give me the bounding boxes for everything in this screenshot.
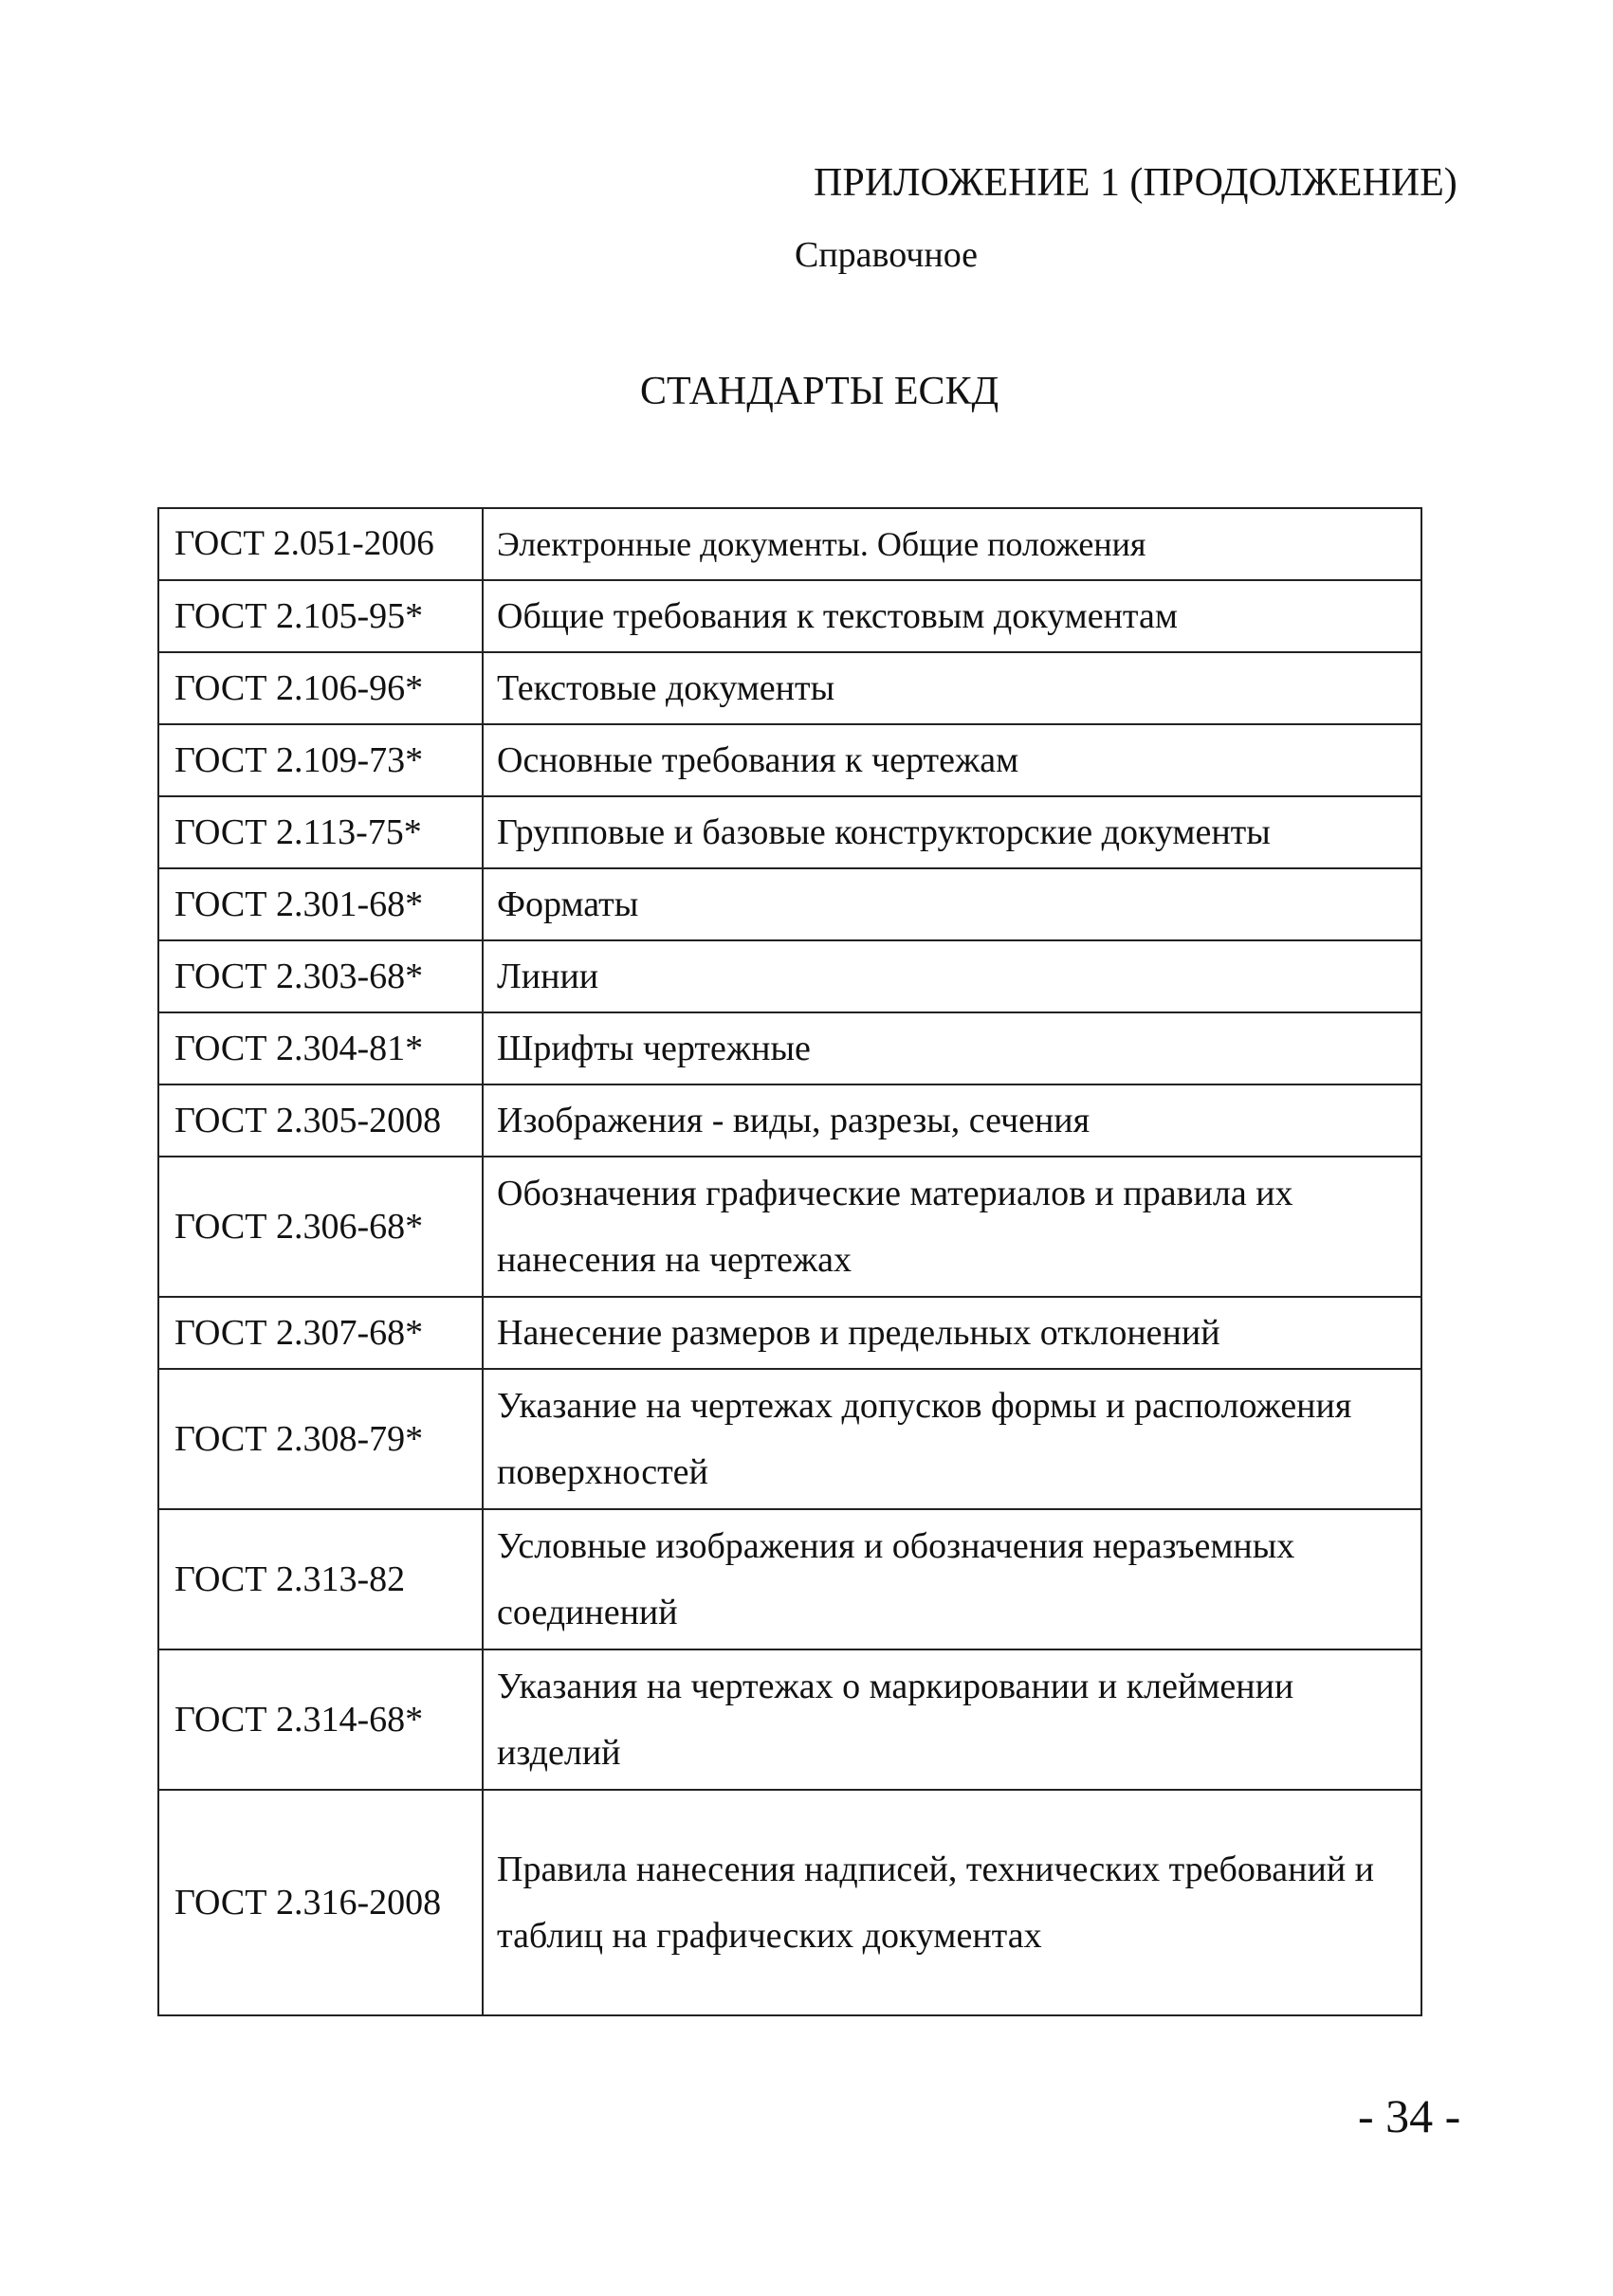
standard-code: ГОСТ 2.303-68* [158, 940, 483, 1012]
standard-description: Нанесение размеров и предельных отклонений [483, 1297, 1421, 1369]
document-title: СТАНДАРТЫ ЕСКД [640, 370, 999, 413]
standard-code: ГОСТ 2.051-2006 [158, 508, 483, 580]
standard-code: ГОСТ 2.304-81* [158, 1012, 483, 1084]
standard-code: ГОСТ 2.106-96* [158, 652, 483, 724]
standard-code: ГОСТ 2.313-82 [158, 1509, 483, 1649]
table-row [158, 1649, 1421, 1790]
table-row [158, 508, 1421, 580]
table-row [158, 940, 1421, 1012]
standard-description: Электронные документы. Общие положения [483, 508, 1421, 580]
table-row [158, 652, 1421, 724]
standard-code: ГОСТ 2.305-2008 [158, 1084, 483, 1157]
table-row [158, 1297, 1421, 1369]
standard-description: Правила нанесения надписей, технических требований и таблиц на графических документах [483, 1790, 1421, 2015]
table-row [158, 1369, 1421, 1509]
page-number: - 34 - [1358, 2089, 1461, 2142]
standard-description: Шрифты чертежные [483, 1012, 1421, 1084]
standard-description: Форматы [483, 868, 1421, 940]
standard-description: Основные требования к чертежам [483, 724, 1421, 796]
standard-description: Линии [483, 940, 1421, 1012]
appendix-subheading: Справочное [795, 235, 979, 275]
table-row [158, 1157, 1421, 1297]
table-row [158, 580, 1421, 652]
standard-description: Указание на чертежах допусков формы и расположения поверхностей [483, 1369, 1421, 1509]
standard-code: ГОСТ 2.314-68* [158, 1649, 483, 1790]
table-row [158, 1790, 1421, 2015]
standard-description: Общие требования к текстовым документам [483, 580, 1421, 652]
standard-code: ГОСТ 2.306-68* [158, 1157, 483, 1297]
standard-description: Изображения - виды, разрезы, сечения [483, 1084, 1421, 1157]
standard-code: ГОСТ 2.109-73* [158, 724, 483, 796]
table-row [158, 1509, 1421, 1649]
standard-description: Условные изображения и обозначения неразъемных соединений [483, 1509, 1421, 1649]
table-row [158, 868, 1421, 940]
standard-code: ГОСТ 2.316-2008 [158, 1790, 483, 2015]
appendix-heading: ПРИЛОЖЕНИЕ 1 (ПРОДОЛЖЕНИЕ) [814, 161, 1457, 205]
table-row [158, 724, 1421, 796]
standard-description: Текстовые документы [483, 652, 1421, 724]
standard-code: ГОСТ 2.105-95* [158, 580, 483, 652]
standards-table [157, 507, 1422, 2016]
standard-code: ГОСТ 2.308-79* [158, 1369, 483, 1509]
standard-description: Групповые и базовые конструкторские документы [483, 796, 1421, 868]
table-row [158, 1084, 1421, 1157]
table-row [158, 796, 1421, 868]
standard-code: ГОСТ 2.307-68* [158, 1297, 483, 1369]
standard-description: Обозначения графические материалов и правила их нанесения на чертежах [483, 1157, 1421, 1297]
standard-description: Указания на чертежах о маркировании и клеймении изделий [483, 1649, 1421, 1790]
standard-code: ГОСТ 2.113-75* [158, 796, 483, 868]
table-row [158, 1012, 1421, 1084]
standard-code: ГОСТ 2.301-68* [158, 868, 483, 940]
